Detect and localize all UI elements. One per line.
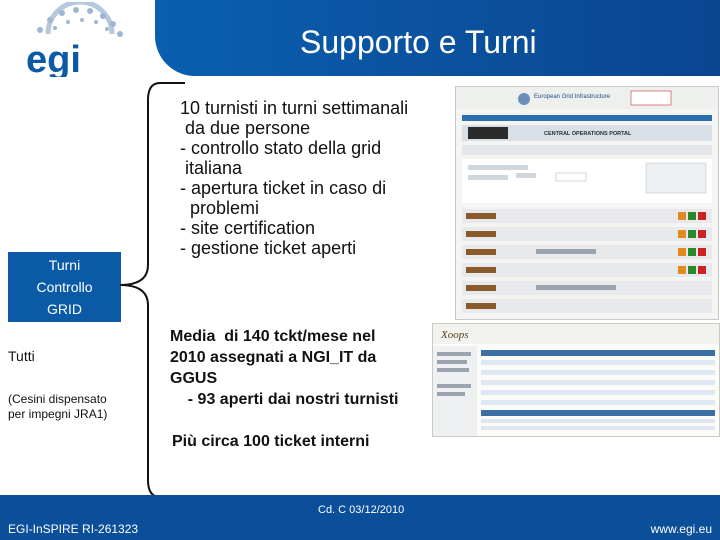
operations-portal-screenshot	[455, 86, 719, 320]
sidebar-box-label: Turni Controllo GRID	[36, 257, 93, 317]
logo-text: egi	[26, 39, 81, 77]
portal-title: CENTRAL OPERATIONS PORTAL	[544, 131, 632, 137]
page-title: Supporto e Turni	[300, 24, 537, 60]
duties-list: 10 turnisti in turni settimanali da due persone - controllo stato della grid italiana - apertura ticket in caso di problemi - site certification - gestione ticket aperti	[180, 98, 409, 258]
footer-date: Cd. C 03/12/2010	[318, 504, 405, 516]
sidebar-note: (Cesini dispensato per impegni JRA1)	[8, 392, 108, 421]
portal-brand: European Grid Infrastructure	[534, 94, 611, 100]
footer-website[interactable]: www.egi.eu	[650, 522, 712, 536]
sidebar-tutti: Tutti	[8, 348, 35, 364]
egi-logo	[10, 2, 150, 77]
header	[0, 0, 720, 82]
footer-project-id: EGI-InSPIRE RI-261323	[8, 522, 139, 536]
tracker-brand: Xoops	[441, 329, 469, 341]
ticket-stats: Media di 140 tckt/mese nel 2010 assegnati a NGI_IT da GGUS - 93 aperti dai nostri turnisti	[170, 328, 399, 408]
internal-tickets: Più circa 100 ticket interni	[172, 433, 370, 450]
ticket-tracker-screenshot	[432, 323, 720, 437]
